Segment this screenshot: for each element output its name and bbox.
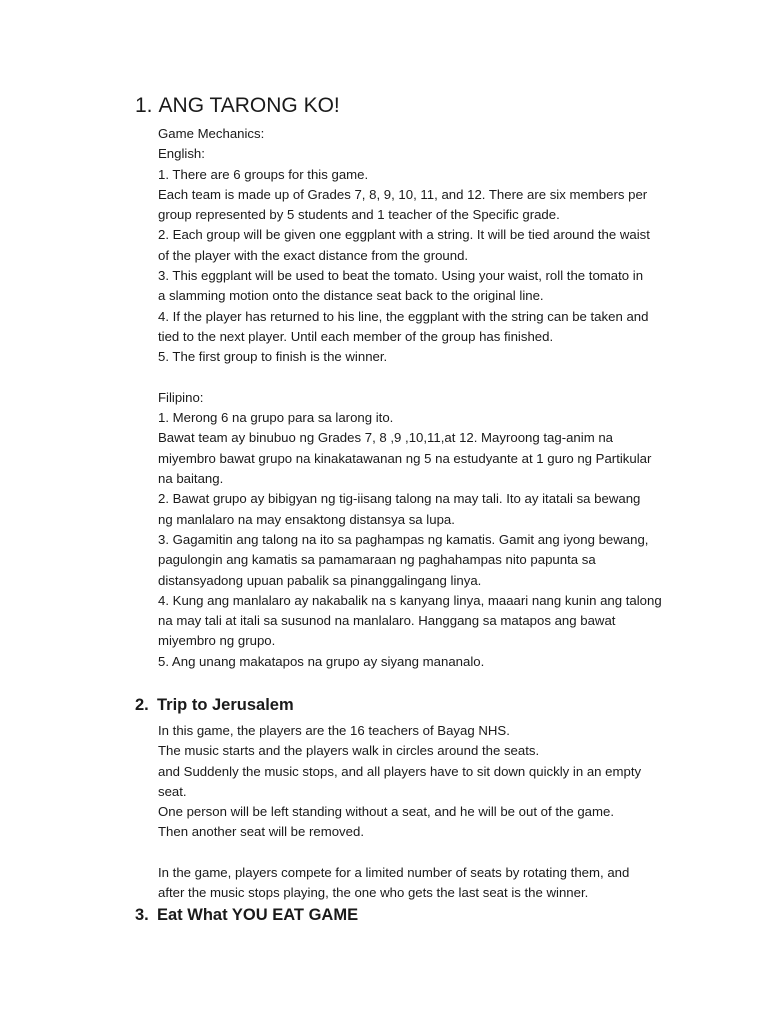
paragraph-line: ng manlalaro na may ensaktong distansya sa lupa.: [158, 511, 455, 527]
section-3-title: Eat What YOU EAT GAME: [157, 906, 359, 924]
paragraph-line: One person will be left standing without a seat, and he will be out of the game.: [158, 804, 614, 820]
paragraph-line: 2. Each group will be given one eggplant with a string. It will be tied around the waist: [158, 227, 650, 243]
section-2-heading: [135, 696, 294, 715]
section-1-number: 1.: [135, 94, 153, 117]
paragraph-line: The music starts and the players walk in circles around the seats.: [158, 743, 540, 759]
paragraph-line: group represented by 5 students and 1 teacher of the Specific grade.: [158, 207, 560, 223]
paragraph-line: 2. Bawat grupo ay bibigyan ng tig-iisang talong na may tali. Ito ay itatali sa bewang: [158, 491, 641, 507]
paragraph-line: Each team is made up of Grades 7, 8, 9, 10, 11, and 12. There are six members per: [158, 186, 648, 202]
paragraph-line: Then another seat will be removed.: [158, 824, 364, 840]
paragraph-line: In the game, players compete for a limited number of seats by rotating them, and: [158, 865, 630, 881]
paragraph-line: 5. Ang unang makatapos na grupo ay siyang mananalo.: [158, 653, 485, 669]
blank-line: [158, 368, 718, 388]
section-1-title: ANG TARONG KO!: [158, 94, 340, 117]
section-2-number: 2.: [135, 696, 149, 714]
section-3-number: 3.: [135, 906, 149, 924]
paragraph-line: na baitang.: [158, 471, 224, 487]
blank-line: [158, 843, 718, 863]
paragraph-line: tied to the next player. Until each member of the group has finished.: [158, 328, 554, 344]
paragraph-line: 3. This eggplant will be used to beat the tomato. Using your waist, roll the tomato in: [158, 268, 644, 284]
section-1-heading: [135, 94, 340, 118]
paragraph-line: miyembro ng grupo.: [158, 633, 276, 649]
paragraph-line: pagulongin ang kamatis sa pamamaraan ng paghahampas nito papunta sa: [158, 552, 596, 568]
section-2-body: [158, 721, 718, 904]
paragraph-line: 5. The first group to finish is the winner.: [158, 349, 388, 365]
paragraph-line: a slamming motion onto the distance seat back to the original line.: [158, 288, 544, 304]
paragraph-line: and Suddenly the music stops, and all players have to sit down quickly in an empty: [158, 763, 642, 779]
section-1-body: [158, 124, 718, 672]
paragraph-line: after the music stops playing, the one who gets the last seat is the winner.: [158, 885, 589, 901]
section-2-title: Trip to Jerusalem: [157, 696, 294, 714]
paragraph-line: 3. Gagamitin ang talong na ito sa paghampas ng kamatis. Gamit ang iyong bewang,: [158, 531, 649, 547]
paragraph-line: 1. There are 6 groups for this game.: [158, 166, 369, 182]
paragraph-line: Bawat team ay binubuo ng Grades 7, 8 ,9 ,10,11,at 12. Mayroong tag-anim na: [158, 430, 614, 446]
paragraph-line: miyembro bawat grupo na kinakatawanan ng 5 na estudyante at 1 guro ng Partikular: [158, 450, 652, 466]
paragraph-line: distansyadong upuan pabalik sa pinanggalingang linya.: [158, 572, 482, 588]
section-3-heading: [135, 906, 358, 925]
paragraph-line: Game Mechanics:: [158, 126, 265, 141]
paragraph-line: 1. Merong 6 na grupo para sa larong ito.: [158, 410, 394, 426]
paragraph-line: 4. Kung ang manlalaro ay nakabalik na s kanyang linya, maaari nang kunin ang talong: [158, 592, 662, 608]
paragraph-line: In this game, the players are the 16 teachers of Bayag NHS.: [158, 723, 510, 738]
paragraph-line: seat.: [158, 783, 187, 799]
paragraph-line: English:: [158, 146, 205, 162]
paragraph-line: of the player with the exact distance from the ground.: [158, 247, 469, 263]
paragraph-line: na may tali at itali sa susunod na manlalaro. Hanggang sa matapos ang bawat: [158, 613, 616, 629]
paragraph-line: 4. If the player has returned to his line, the eggplant with the string can be taken and: [158, 308, 649, 324]
paragraph-line: Filipino:: [158, 389, 204, 405]
